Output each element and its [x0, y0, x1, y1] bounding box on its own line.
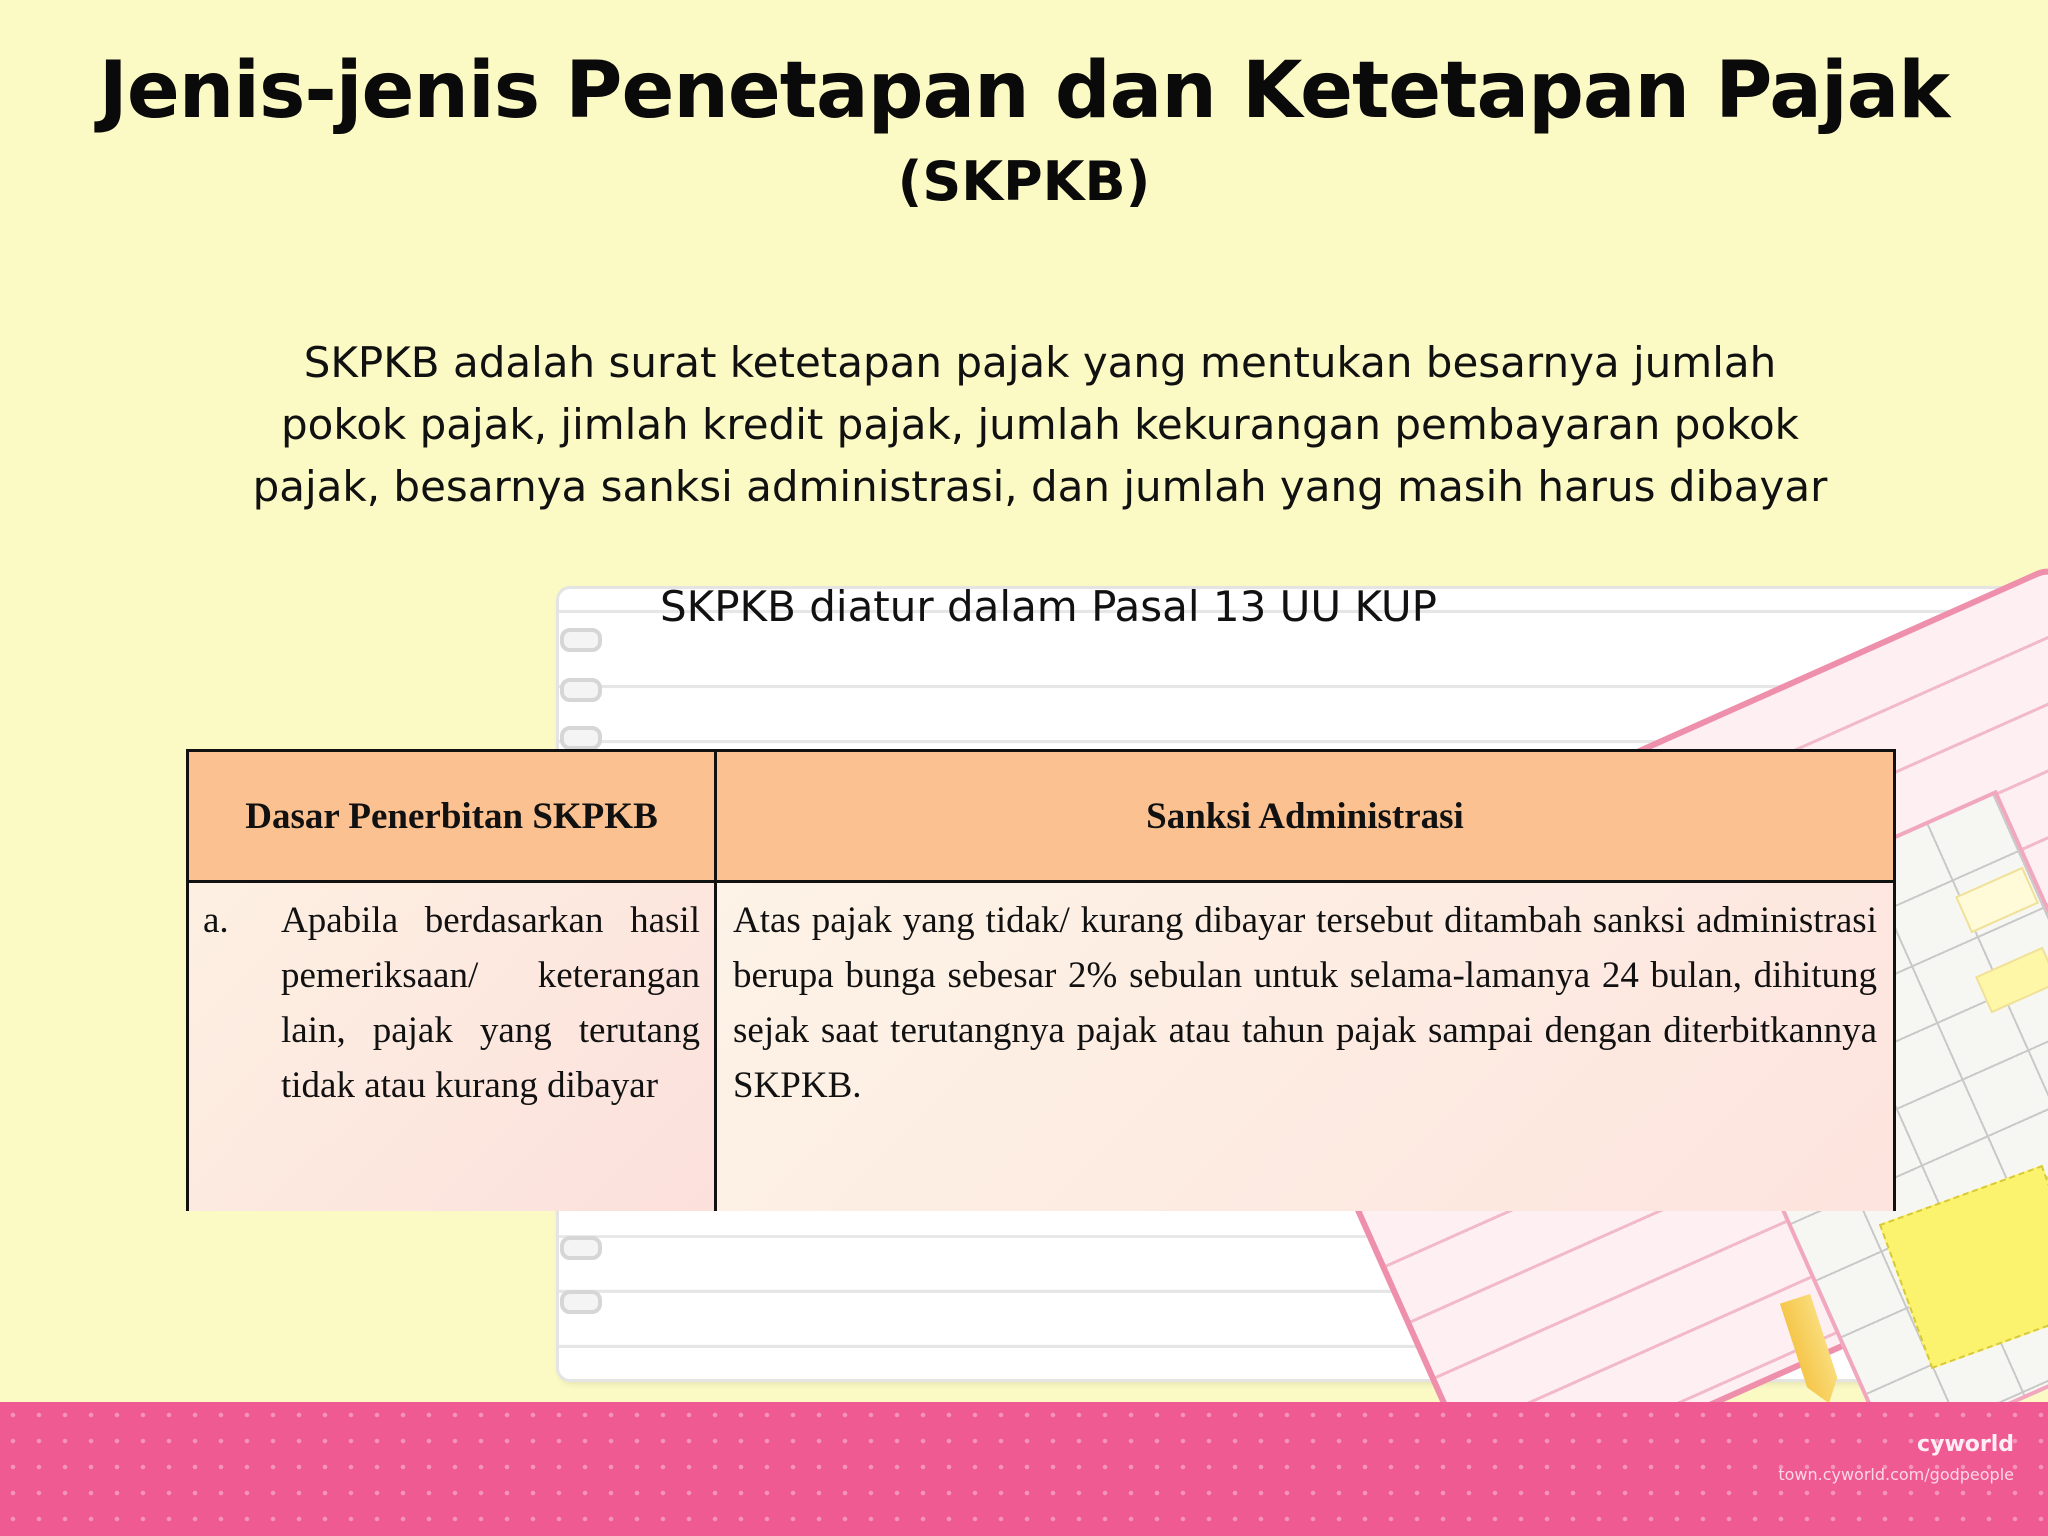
table-row	[189, 883, 1893, 1211]
table-header-basis: Dasar Penerbitan SKPKB	[189, 752, 717, 880]
legal-basis-text: SKPKB diatur dalam Pasal 13 UU KUP	[660, 582, 1437, 631]
footer-band	[0, 1402, 2048, 1536]
notepad-ring	[560, 726, 602, 750]
footer-url: town.cyworld.com/godpeople	[1778, 1465, 2014, 1484]
table-cell-sanction	[717, 883, 1893, 1211]
table-header-row	[189, 752, 1893, 883]
notepad-ring	[560, 1236, 602, 1260]
footer-brand	[1778, 1430, 2014, 1490]
notepad-ring	[560, 628, 602, 652]
slide-subtitle: (SKPKB)	[897, 150, 1151, 213]
footer-brand-name: cyworld	[1917, 1432, 2014, 1457]
table-cell-basis	[189, 883, 717, 1211]
slide-title: Jenis-jenis Penetapan dan Ketetapan Pajak	[98, 46, 1950, 136]
table-header-sanction: Sanksi Administrasi	[1146, 795, 1464, 837]
basis-text: Apabila berdasarkan hasil pemeriksaan/ keterangan lain, pajak yang terutang tidak atau kurang dibayar	[281, 900, 700, 1106]
notepad-ring	[560, 1290, 602, 1314]
list-marker: a.	[203, 900, 229, 941]
skpkb-table	[186, 749, 1896, 1211]
definition-text: SKPKB adalah surat ketetapan pajak yang mentukan besarnya jumlah pokok pajak, jimlah kredit pajak, jumlah kekurangan pembayaran pokok pajak, besarnya sanksi administrasi, dan jumlah yang masih harus dibayar	[252, 338, 1828, 511]
notepad-ring	[560, 678, 602, 702]
sanction-text: Atas pajak yang tidak/ kurang dibayar tersebut ditambah sanksi administrasi berupa bunga sebesar 2% sebulan untuk selama-lamanya 24 bulan, dihitung sejak saat terutangnya pajak atau tahun pajak sampai dengan diterbitkannya SKPKB.	[733, 900, 1877, 1106]
